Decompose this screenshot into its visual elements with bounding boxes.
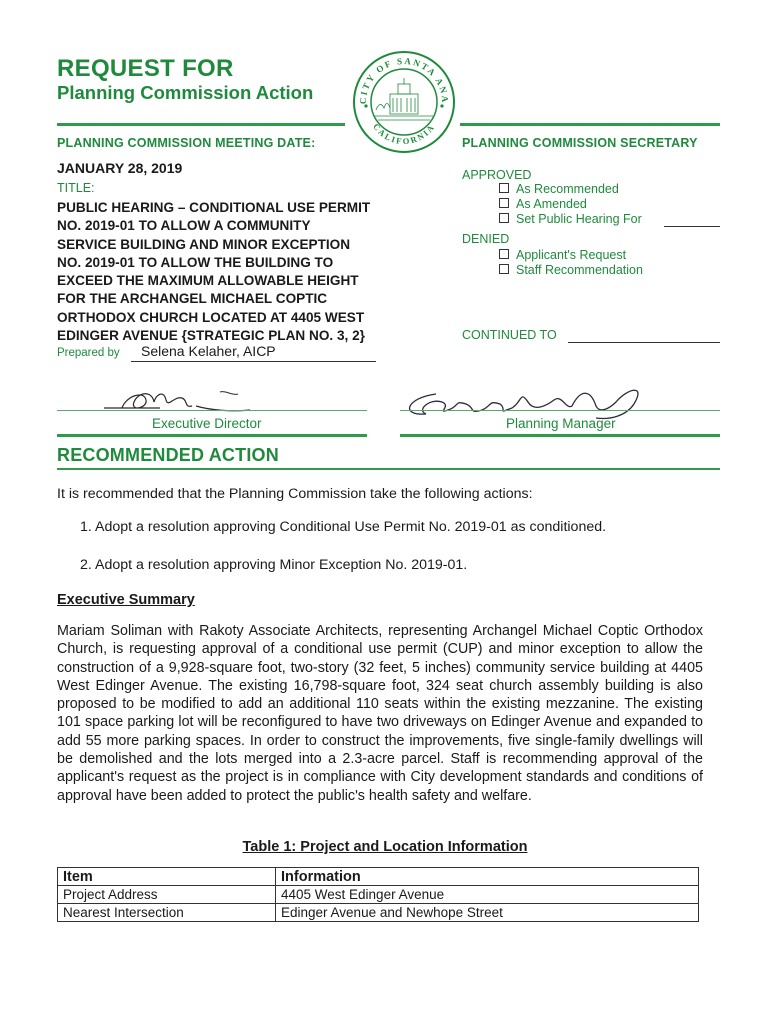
agenda-title-line: ORTHODOX CHURCH LOCATED AT 4405 WEST [57, 309, 365, 325]
denied-label: DENIED [462, 232, 510, 246]
document-title: REQUEST FOR [57, 55, 234, 82]
executive-director-signature-icon [100, 382, 280, 418]
document-subtitle: Planning Commission Action [57, 82, 314, 103]
approved-label: APPROVED [462, 168, 532, 182]
prepared-by-name: Selena Kelaher, AICP [131, 343, 376, 362]
city-seal-icon [352, 50, 456, 154]
checkbox-as-recommended[interactable] [499, 182, 619, 196]
seal-bottom-text: CALIFORNIA [371, 121, 437, 147]
table-row [58, 904, 699, 922]
header-rule-right [460, 123, 720, 126]
table-cell: Project Address [58, 886, 276, 904]
table-cell: Edinger Avenue and Newhope Street [276, 904, 699, 922]
table-caption-text: Table 1: Project and Location Information [242, 839, 528, 855]
secretary-label: PLANNING COMMISSION SECRETARY [462, 136, 698, 150]
recommended-item-2: 2. Adopt a resolution approving Minor Exception No. 2019-01. [80, 557, 468, 573]
table-header-row [58, 868, 699, 886]
option-label: Set Public Hearing For [516, 212, 642, 226]
checkbox-icon [499, 249, 509, 259]
recommended-action-heading: RECOMMENDED ACTION [57, 445, 279, 465]
prepared-by-label: Prepared by [57, 347, 120, 359]
option-label: As Amended [516, 197, 587, 211]
option-label: Staff Recommendation [516, 263, 643, 277]
agenda-title-line: EXCEED THE MAXIMUM ALLOWABLE HEIGHT [57, 273, 359, 289]
option-label: As Recommended [516, 182, 619, 196]
signature-rule-left [57, 434, 367, 437]
table-caption [0, 838, 770, 856]
checkbox-icon [499, 213, 509, 223]
agenda-title [57, 199, 417, 345]
checkbox-icon [499, 198, 509, 208]
table-cell: 4405 West Edinger Avenue [276, 886, 699, 904]
signature-rule-right [400, 434, 720, 437]
planning-manager-label: Planning Manager [506, 416, 616, 431]
checkbox-staff-recommendation[interactable] [499, 263, 643, 277]
title-label: TITLE: [57, 181, 95, 195]
option-label: Applicant's Request [516, 248, 627, 262]
recommended-action-rule [57, 468, 720, 470]
recommended-intro: It is recommended that the Planning Commission take the following actions: [57, 486, 533, 502]
agenda-title-line: PUBLIC HEARING – CONDITIONAL USE PERMIT [57, 200, 371, 215]
project-info-table [57, 867, 699, 922]
table-cell: Nearest Intersection [58, 904, 276, 922]
public-hearing-date-blank[interactable] [664, 226, 720, 227]
recommended-item-1: 1. Adopt a resolution approving Conditional Use Permit No. 2019-01 as conditioned. [80, 519, 607, 535]
agenda-title-line: NO. 2019-01 TO ALLOW A COMMUNITY [57, 218, 311, 234]
agenda-title-line: SERVICE BUILDING AND MINOR EXCEPTION [57, 236, 351, 252]
signature-line-left [57, 410, 367, 411]
seal-top-text: CITY OF SANTA ANA [357, 55, 451, 105]
svg-text:CALIFORNIA [371, 122, 437, 147]
checkbox-icon [499, 183, 509, 193]
signature-line-right [400, 410, 720, 411]
header-rule-left [57, 123, 345, 126]
agenda-title-line: NO. 2019-01 TO ALLOW THE BUILDING TO [57, 254, 334, 270]
executive-director-label: Executive Director [152, 416, 262, 431]
continued-to-label: CONTINUED TO [462, 328, 557, 342]
agenda-title-line: EDINGER AVENUE {STRATEGIC PLAN NO. 3, 2} [57, 328, 365, 344]
continued-to-blank[interactable] [568, 342, 720, 343]
checkbox-set-public-hearing[interactable] [499, 212, 642, 226]
checkbox-as-amended[interactable] [499, 197, 587, 211]
table-header-information: Information [276, 868, 699, 886]
meeting-date-label: PLANNING COMMISSION MEETING DATE: [57, 136, 316, 150]
checkbox-icon [499, 264, 509, 274]
executive-summary-heading: Executive Summary [57, 592, 195, 608]
agenda-title-line: FOR THE ARCHANGEL MICHAEL COPTIC [57, 291, 328, 307]
table-header-item: Item [58, 868, 276, 886]
executive-summary-paragraph: Mariam Soliman with Rakoty Associate Architects, representing Archangel Michael Coptic Orthodox Church, is requesting approval of a conditional use permit (CUP) and minor exception to allow the construction of a 9,928-square foot, two-story (32 feet, 5 inches) community service building at 4405 West Edinger Avenue. The existing 16,798-square foot, 324 seat church assembly building is also proposed to be modified to add an additional 110 seats within the existing mezzanine. The existing 101 space parking lot will be reconfigured to have two driveways on Edinger Avenue and expanded to add 55 more parking spaces. In order to construct the improvements, five single-family dwellings will be demolished and the lots merged into a 2.3-acre parcel. Staff is recommending approval of the applicant's request as the project is in compliance with City development standards and conditions of approval have been added to protect the public's health safety and welfare. [57, 623, 703, 804]
meeting-date: JANUARY 28, 2019 [57, 160, 183, 176]
table-row [58, 886, 699, 904]
checkbox-applicants-request[interactable] [499, 248, 626, 262]
